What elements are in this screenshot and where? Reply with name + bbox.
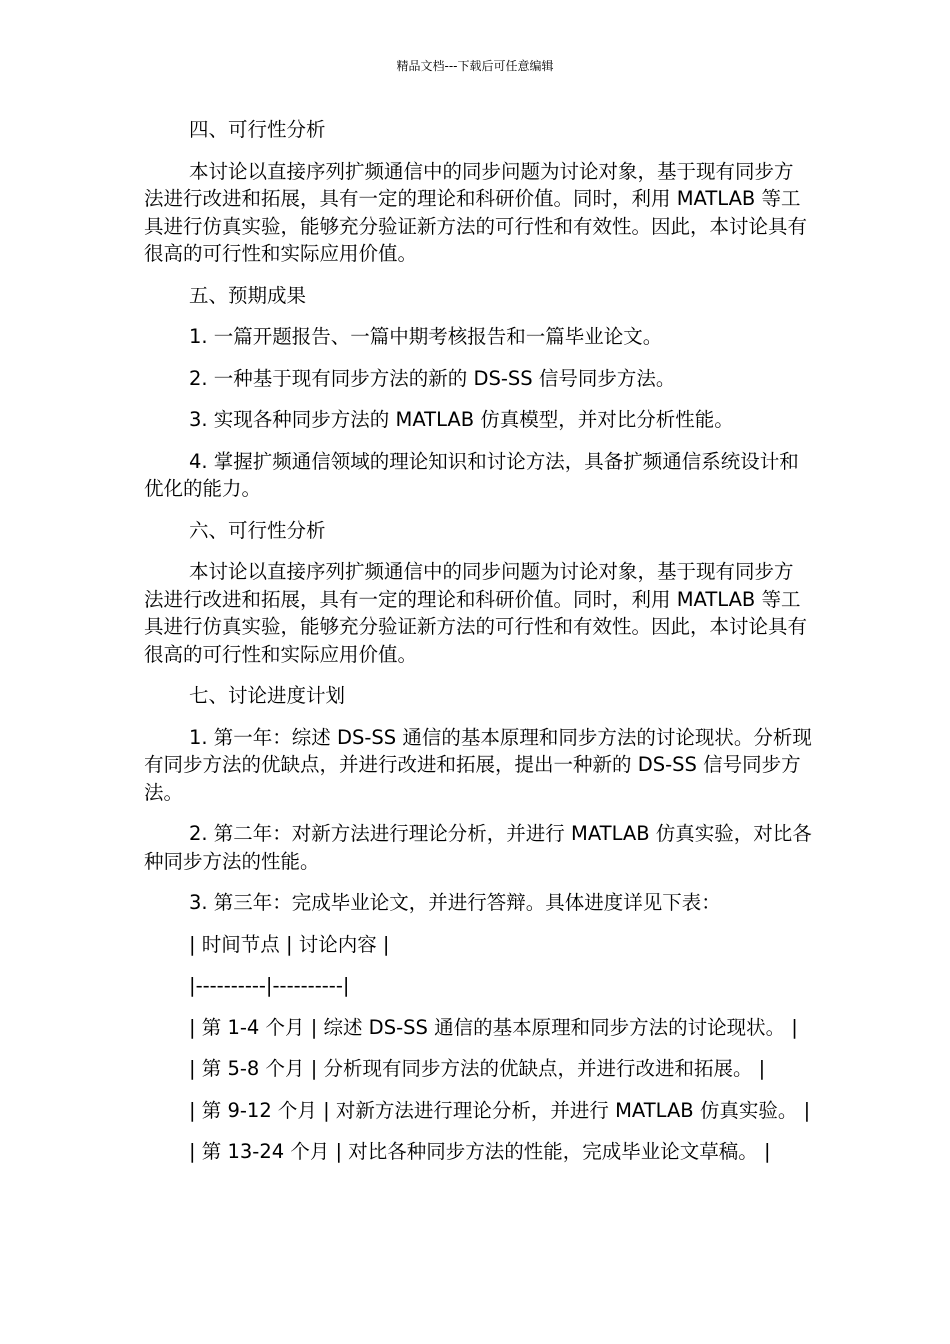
feasibility-paragraph: 本讨论以直接序列扩频通信中的同步问题为讨论对象，基于现有同步方法进行改进和拓展，具有一定的理论和科研价值。同时，利用 MATLAB 等工具进行仿真实验，能够充分验证新方法的可行性和有效性。因此，本讨论具有很高的可行性和实际应用价值。 (144, 159, 808, 265)
section-heading-schedule: 七、讨论进度计划 (189, 684, 346, 707)
table-header-row: | 时间节点 | 讨论内容 | (189, 932, 390, 956)
section-heading-feasibility: 四、可行性分析 (189, 118, 326, 141)
table-row: | 第 13-24 个月 | 对比各种同步方法的性能，完成毕业论文草稿。 | (189, 1140, 771, 1163)
result-item-2: 2. 一种基于现有同步方法的新的 DS-SS 信号同步方法。 (189, 366, 676, 390)
schedule-item-1: 1. 第一年：综述 DS-SS 通信的基本原理和同步方法的讨论现状。分析现有同步方法的优缺点，并进行改进和拓展，提出一种新的 DS-SS 信号同步方法。 (144, 725, 812, 804)
page-header: 精品文档---下载后可任意编辑 (396, 59, 554, 73)
schedule-item-2: 2. 第二年：对新方法进行理论分析，并进行 MATLAB 仿真实验，对比各种同步方法的性能。 (144, 822, 812, 873)
result-item-3: 3. 实现各种同步方法的 MATLAB 仿真模型，并对比分析性能。 (189, 408, 734, 431)
table-row: | 第 9-12 个月 | 对新方法进行理论分析，并进行 MATLAB 仿真实验。 | (189, 1098, 811, 1122)
table-separator-row: |----------|----------| (189, 974, 350, 997)
table-row: | 第 1-4 个月 | 综述 DS-SS 通信的基本原理和同步方法的讨论现状。 | (189, 1015, 798, 1039)
table-row: | 第 5-8 个月 | 分析现有同步方法的优缺点，并进行改进和拓展。 | (189, 1057, 766, 1080)
section-heading-expected-results: 五、预期成果 (189, 283, 307, 307)
feasibility-paragraph-2: 本讨论以直接序列扩频通信中的同步问题为讨论对象，基于现有同步方法进行改进和拓展，具有一定的理论和科研价值。同时，利用 MATLAB 等工具进行仿真实验，能够充分验证新方法的可行性和有效性。因此，本讨论具有很高的可行性和实际应用价值。 (144, 560, 808, 666)
result-item-1: 1. 一篇开题报告、一篇中期考核报告和一篇毕业论文。 (189, 325, 663, 348)
document-body (144, 116, 812, 1180)
section-heading-feasibility-2: 六、可行性分析 (189, 518, 326, 542)
result-item-4: 4. 掌握扩频通信领域的理论知识和讨论方法，具备扩频通信系统设计和优化的能力。 (144, 449, 799, 500)
schedule-item-3: 3. 第三年：完成毕业论文，并进行答辩。具体进度详见下表： (189, 891, 721, 914)
